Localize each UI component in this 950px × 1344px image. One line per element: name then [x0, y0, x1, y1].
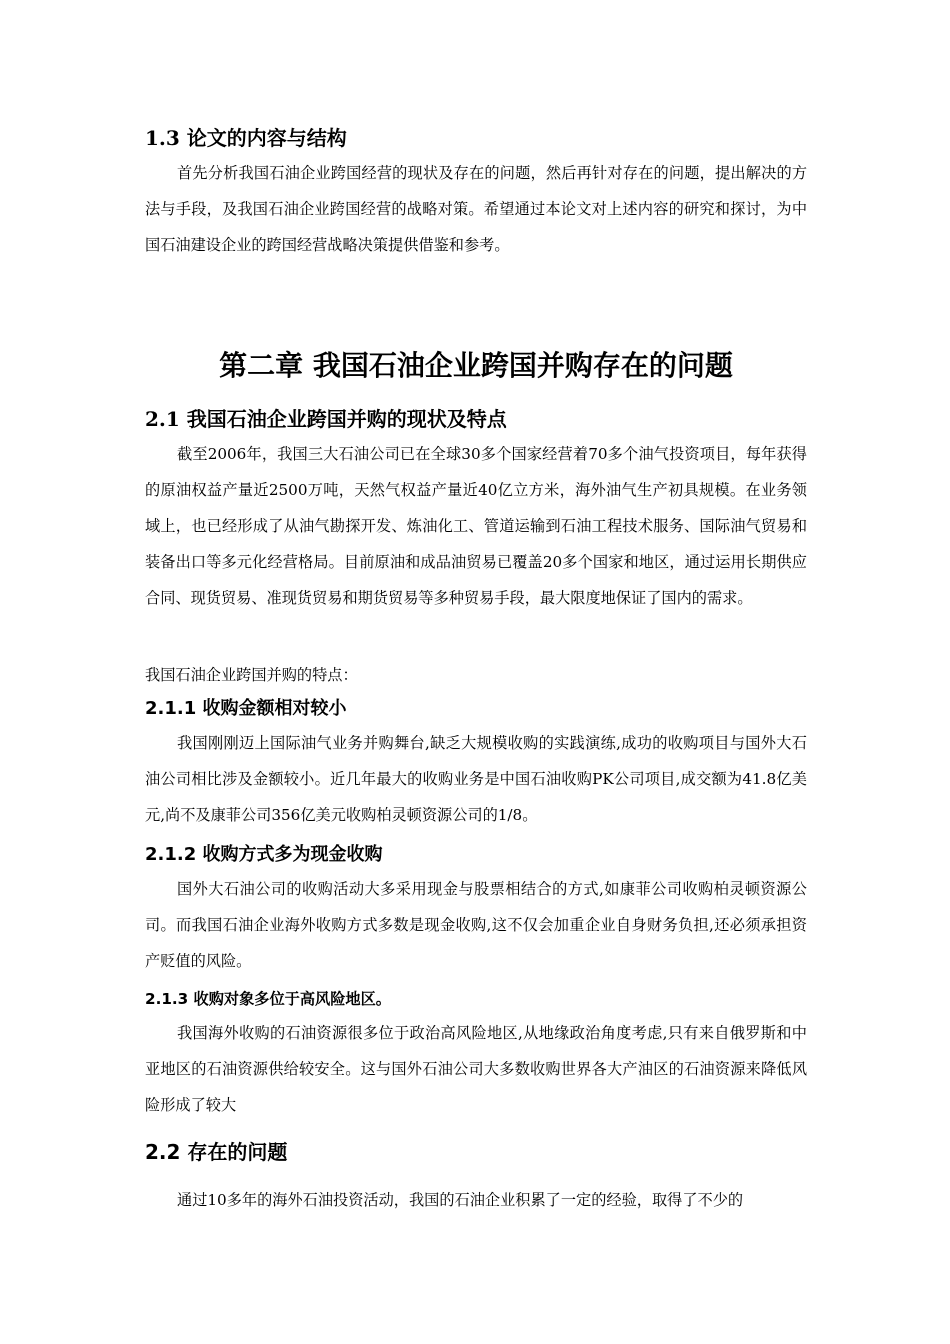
section-2-1-paragraph: 截至2006年，我国三大石油公司已在全球30多个国家经营着70多个油气投资项目，每年获得的原油权益产量近2500万吨，天然气权益产量近40亿立方米，海外油气生产初具规模。在业务领域上，也已经形成了从油气勘探开发、炼油化工、管道运输到石油工程技术服务、国际油气贸易和装备出口等多元化经营格局。目前原油和成品油贸易已覆盖20多个国家和地区，通过运用长期供应合同、现货贸易、准现货贸易和期货贸易等多种贸易手段，最大限度地保证了国内的需求。 — [145, 445, 807, 607]
section-2-1-3-paragraph: 我国海外收购的石油资源很多位于政治高风险地区,从地缘政治角度考虑,只有来自俄罗斯和中亚地区的石油资源供给较安全。这与国外石油公司大多数收购世界各大产油区的石油资源来降低风险形成了较大 — [145, 1024, 807, 1114]
section-2-2-paragraph: 通过10多年的海外石油投资活动，我国的石油企业积累了一定的经验，取得了不少的 — [177, 1191, 744, 1209]
section-2-1-heading: 2.1 我国石油企业跨国并购的现状及特点 — [145, 407, 507, 431]
section-2-1-1-heading: 2.1.1 收购金额相对较小 — [145, 698, 347, 719]
section-2-1-2-heading: 2.1.2 收购方式多为现金收购 — [145, 844, 383, 865]
section-2-1-features-intro: 我国石油企业跨国并购的特点： — [145, 666, 358, 684]
section-2-1-3-heading: 2.1.3 收购对象多位于高风险地区。 — [145, 990, 391, 1008]
section-2-1-2-paragraph: 国外大石油公司的收购活动大多采用现金与股票相结合的方式,如康菲公司收购柏灵顿资源公司。而我国石油企业海外收购方式多数是现金收购,这不仅会加重企业自身财务负担,还必须承担资产贬值的风险。 — [145, 880, 807, 970]
section-2-1-1-paragraph: 我国刚刚迈上国际油气业务并购舞台,缺乏大规模收购的实践演练,成功的收购项目与国外大石油公司相比涉及金额较小。近几年最大的收购业务是中国石油收购PK公司项目,成交额为41.8亿美元,尚不及康菲公司356亿美元收购柏灵顿资源公司的1/8。 — [145, 734, 807, 824]
section-1-3-paragraph: 首先分析我国石油企业跨国经营的现状及存在的问题，然后再针对存在的问题，提出解决的方法与手段，及我国石油企业跨国经营的战略对策。希望通过本论文对上述内容的研究和探讨，为中国石油建设企业的跨国经营战略决策提供借鉴和参考。 — [145, 164, 807, 254]
chapter-2-title: 第二章 我国石油企业跨国并购存在的问题 — [219, 349, 733, 382]
section-2-2-heading: 2.2 存在的问题 — [145, 1140, 288, 1164]
section-1-3-heading: 1.3 论文的内容与结构 — [145, 126, 347, 150]
